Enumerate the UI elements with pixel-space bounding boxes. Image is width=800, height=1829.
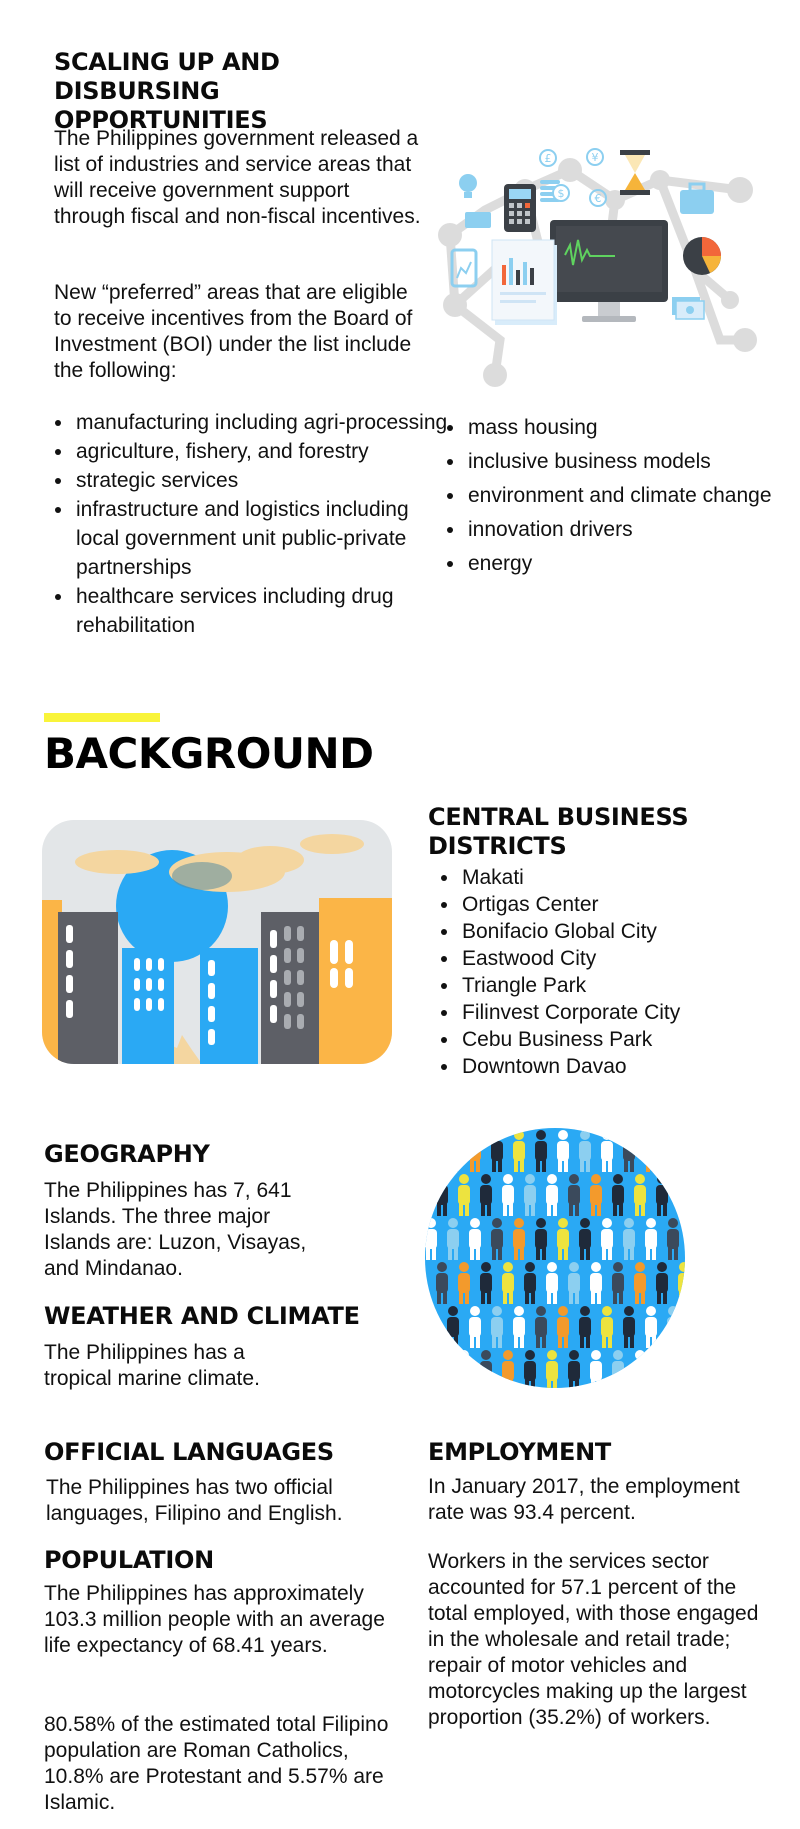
population-text-1: The Philippines has approximately 103.3 million people with an average life expectancy of 68.41 years.: [44, 1582, 385, 1657]
cash-icon: [672, 297, 704, 319]
list-item: • Triangle Park: [460, 972, 800, 999]
list-item: • energy: [466, 547, 800, 581]
population-crowd-illustration: [425, 1128, 685, 1388]
person-figure: [447, 1130, 459, 1172]
list-item: • agriculture, fishery, and forestry: [74, 437, 454, 466]
dollar-icon: $: [557, 187, 565, 200]
credit-card-icon: [465, 212, 491, 228]
employment-heading: EMPLOYMENT: [428, 1438, 611, 1466]
geography-text: The Philippines has 7, 641 Islands. The three major Islands are: Luzon, Visayas, and Mindanao.: [44, 1179, 307, 1280]
calculator-icon: [504, 184, 536, 232]
person-figure: [678, 1174, 685, 1216]
person-figure: [667, 1306, 679, 1348]
person-figure: [436, 1350, 448, 1388]
scaling-paragraph-2: New “preferred” areas that are eligible to receive incentives from the Board of Investment (BOI) under the list include the following:: [54, 281, 413, 382]
population-text-2: 80.58% of the estimated total Filipino population are Roman Catholics, 10.8% are Protestant and 5.57% are Islamic.: [44, 1713, 389, 1814]
person-figure: [590, 1350, 602, 1388]
person-figure: [458, 1350, 470, 1388]
list-item: • Makati: [460, 864, 800, 891]
list-item: • Ortigas Center: [460, 891, 800, 918]
list-item: • healthcare services including drug rehabilitation: [74, 582, 454, 640]
list-item: • mass housing: [466, 411, 800, 445]
person-figure: [502, 1350, 514, 1388]
list-item: • Bonifacio Global City: [460, 918, 800, 945]
languages-text: The Philippines has two official languages, Filipino and English.: [46, 1476, 343, 1525]
yen-icon: ¥: [591, 151, 599, 164]
person-figure: [425, 1306, 437, 1348]
accent-bar: [44, 713, 160, 722]
monitor-icon: [550, 220, 668, 322]
person-figure: [656, 1350, 668, 1388]
languages-heading: OFFICIAL LANGUAGES: [44, 1438, 334, 1466]
person-figure: [425, 1130, 437, 1172]
scaling-list-left: [46, 408, 454, 640]
cbd-heading: CENTRAL BUSINESS DISTRICTS: [428, 803, 689, 860]
cbd-list: [432, 864, 800, 1080]
scaling-paragraph-1: The Philippines government released a list of industries and service areas that will receive government support through fiscal and non-fiscal incentives.: [54, 127, 421, 228]
pound-icon: £: [544, 152, 552, 165]
weather-text: The Philippines has a tropical marine climate.: [44, 1341, 260, 1390]
person-figure: [612, 1350, 624, 1388]
finance-illustration: [430, 140, 770, 390]
euro-icon: €: [594, 192, 602, 205]
list-item: • innovation drivers: [466, 513, 800, 547]
person-figure: [667, 1130, 679, 1172]
list-item: • Eastwood City: [460, 945, 800, 972]
list-item: • inclusive business models: [466, 445, 800, 479]
list-item: • environment and climate change: [466, 479, 800, 513]
population-heading: POPULATION: [44, 1546, 214, 1574]
city-skyline-illustration: [42, 820, 392, 1064]
list-item: • Filinvest Corporate City: [460, 999, 800, 1026]
employment-text-2: Workers in the services sector accounted for 57.1 percent of the total employed, with those engaged in the wholesale and retail trade; repair of motor vehicles and motorcycles making up the largest proportion (35.2%) of workers.: [428, 1550, 759, 1729]
list-item: • Cebu Business Park: [460, 1026, 800, 1053]
list-item: • infrastructure and logistics including local government unit public-private partnerships: [74, 495, 454, 582]
list-item: • manufacturing including agri-processing: [74, 408, 454, 437]
weather-heading: WEATHER AND CLIMATE: [44, 1302, 360, 1330]
person-figure: [634, 1350, 646, 1388]
list-item: • Downtown Davao: [460, 1053, 800, 1080]
person-figure: [480, 1350, 492, 1388]
employment-text-1: In January 2017, the employment rate was 93.4 percent.: [428, 1475, 740, 1524]
pie-chart-icon: [683, 237, 721, 275]
scaling-list-right: [438, 411, 800, 581]
person-figure: [645, 1130, 657, 1172]
scaling-heading: SCALING UP AND DISBURSING OPPORTUNITIES: [54, 48, 280, 134]
background-title: BACKGROUND: [44, 729, 374, 778]
person-figure: [447, 1306, 459, 1348]
person-figure: [678, 1350, 685, 1388]
lightbulb-icon: [459, 174, 477, 198]
list-item: • strategic services: [74, 466, 454, 495]
report-document-icon: [492, 240, 557, 325]
geography-heading: GEOGRAPHY: [44, 1140, 210, 1168]
